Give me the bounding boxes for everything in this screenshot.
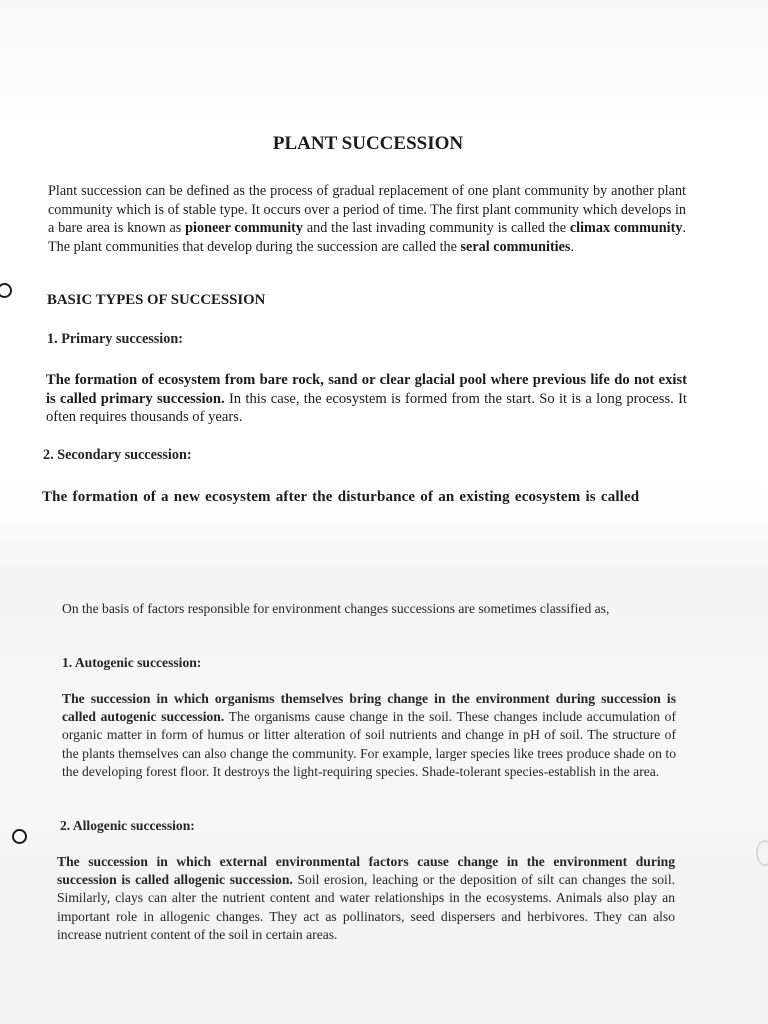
basic-types-heading: BASIC TYPES OF SUCCESSION xyxy=(47,292,266,308)
pioneer-community-term: pioneer community xyxy=(185,220,303,237)
primary-succession-definition: The formation of ecosystem from bare rock, sand or clear glacial pool where previous life do not exist is called primary succession. xyxy=(46,372,687,407)
autogenic-succession-definition: The succession in which organisms themselves bring change in the environment during succession is called autogenic succession. xyxy=(62,691,676,725)
page-fold-shadow xyxy=(0,520,768,580)
primary-succession-text: In this case, the ecosystem is formed from the start. So it is a long process. It often requires thousands of years. xyxy=(46,390,687,426)
seral-communities-term: seral communities xyxy=(460,238,571,255)
allogenic-succession-text: Soil erosion, leaching or the deposition of silt can changes the soil. Similarly, clays can alter the nutrient content and water relationships in the ecosystems. Animals also play an important role in allogenic changes. They act as pollinators, seed dispersers and herbivores. They can also increase nutrient content of the soil in certain areas. xyxy=(57,872,675,942)
intro-paragraph xyxy=(48,182,686,256)
autogenic-succession-text: The organisms cause change in the soil. These changes include accumulation of organic matter in form of humus or litter alteration of soil nutrients and change in pH of soil. The structure of the plants themselves can also change the community. For example, larger species like trees produce shade on to the developing forest floor. It destroys the light-requiring species. Shade-tolerant species-establish in the area. xyxy=(62,709,676,779)
page-edge-mark xyxy=(756,840,768,866)
intro-text: Plant succession can be defined as the process of gradual replacement of one plant community by another plant community which is of stable type. It occurs over a period of time. The first plant community which develops in a bare area is known as xyxy=(48,183,686,237)
climax-community-term: climax community xyxy=(569,220,683,237)
intro-text: . The plant communities that develop during the succession are called the xyxy=(48,220,686,255)
primary-succession-paragraph xyxy=(46,371,687,427)
lower-page xyxy=(0,575,768,1024)
allogenic-succession-heading: 2. Allogenic succession: xyxy=(60,818,195,833)
secondary-succession-heading: 2. Secondary succession: xyxy=(43,447,192,463)
allogenic-succession-definition: The succession in which external environmental factors cause change in the environment during succession is called allogenic succession. xyxy=(57,854,675,888)
allogenic-succession-paragraph xyxy=(57,853,675,944)
secondary-succession-definition: The formation of a new ecosystem after the disturbance of an existing ecosystem is called xyxy=(42,489,640,505)
punch-hole-icon xyxy=(12,829,27,844)
autogenic-succession-heading: 1. Autogenic succession: xyxy=(62,655,202,670)
page-title: PLANT SUCCESSION xyxy=(272,133,464,154)
factors-intro: On the basis of factors responsible for environment changes successions are sometimes classified as, xyxy=(62,601,610,616)
autogenic-succession-paragraph xyxy=(62,690,676,781)
primary-succession-heading: 1. Primary succession: xyxy=(47,331,183,347)
intro-text: . xyxy=(570,238,574,255)
intro-text: and the last invading community is called the xyxy=(303,220,570,237)
